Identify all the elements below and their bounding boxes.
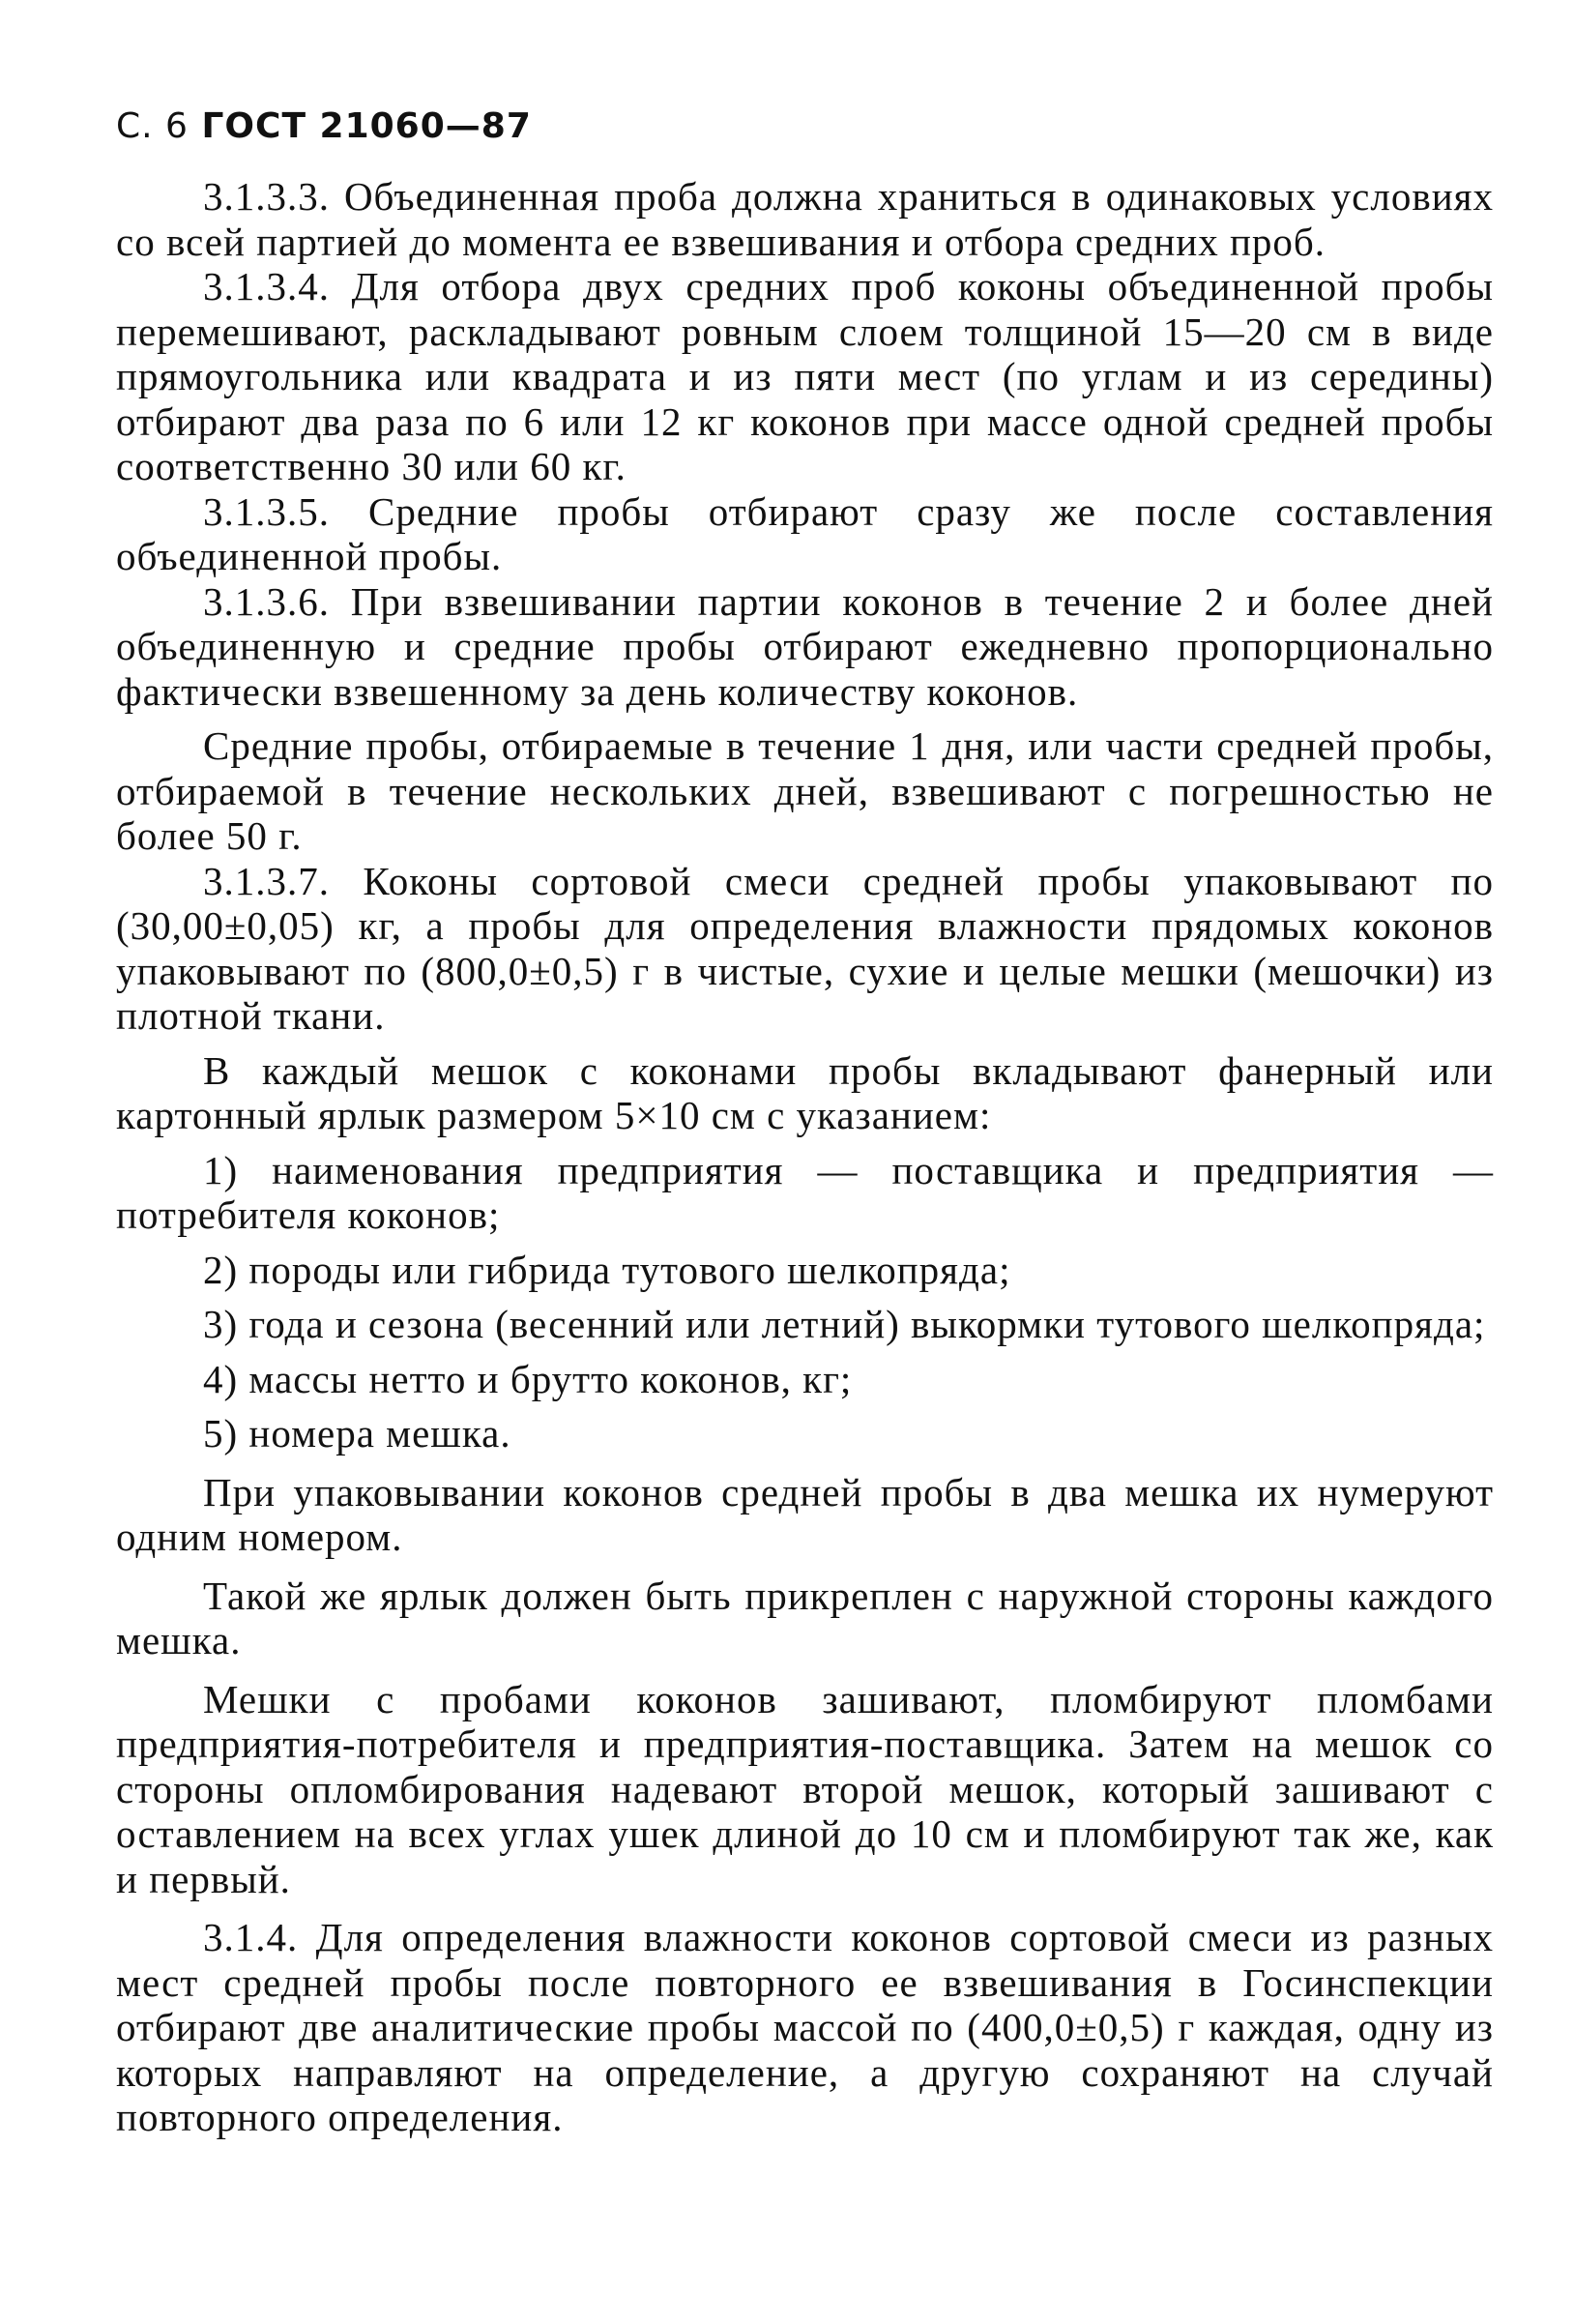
paragraph-outer-label: Такой же ярлык должен быть прикреплен с наружной стороны каждого мешка. <box>116 1573 1494 1662</box>
paragraph-3-1-3-3: 3.1.3.3. Объединенная проба должна храниться в одинаковых условиях со всей партией до момента ее взвешивания и отбора средних проб. <box>116 174 1494 264</box>
paragraph-3-1-4: 3.1.4. Для определения влажности коконов сортовой смеси из разных мест средней пробы после повторного ее взвешивания в Госинспекции отбирают две аналитические пробы массой по (400,0±0,5) г каждая, одну из которых направляют на определение, а другую сохраняют на случай повторного определения. <box>116 1915 1494 2139</box>
paragraph-label-intro: В каждый мешок с коконами пробы вкладывают фанерный или картонный ярлык размером 5×10 см с указанием: <box>116 1047 1494 1137</box>
paragraph-two-bags: При упаковывании коконов средней пробы в два мешка их нумеруют одним номером. <box>116 1469 1494 1559</box>
paragraph-weighing-accuracy: Средние пробы, отбираемые в течение 1 дня, или части средней пробы, отбираемой в течение нескольких дней, взвешивают с погрешностью не более 50 г. <box>116 723 1494 858</box>
list-item: 4) массы нетто и брутто коконов, кг; <box>203 1356 853 1401</box>
list-item: 5) номера мешка. <box>203 1411 511 1456</box>
page-header <box>116 106 532 146</box>
list-item: 2) породы или гибрида тутового шелкопряда; <box>203 1247 1011 1292</box>
paragraph-3-1-3-5: 3.1.3.5. Средние пробы отбирают сразу же после составления объединенной пробы. <box>116 488 1494 578</box>
list-item: 3) года и сезона (весенний или летний) выкормки тутового шелкопряда; <box>203 1302 1486 1346</box>
list-item: 1) наименования предприятия — поставщика и предприятия — потребителя коконов; <box>116 1147 1494 1237</box>
paragraph-3-1-3-7: 3.1.3.7. Коконы сортовой смеси средней пробы упаковывают по (30,00±0,05) кг, а пробы для определения влажности прядомых коконов упаковывают по (800,0±0,5) г в чистые, сухие и целые мешки (мешочки) из плотной ткани. <box>116 858 1494 1038</box>
paragraph-3-1-3-4: 3.1.3.4. Для отбора двух средних проб коконы объединенной пробы перемешивают, раскладывают ровным слоем толщиной 15—20 см в виде прямоугольника или квадрата и из пяти мест (по углам и из середины) отбирают два раза по 6 или 12 кг коконов при массе одной средней пробы соответственно 30 или 60 кг. <box>116 264 1494 488</box>
paragraph-sealing: Мешки с пробами коконов зашивают, пломбируют пломбами предприятия-потребителя и предприятия-поставщика. Затем на мешок со стороны опломбирования надевают второй мешок, который зашивают с оставлением на всех углах ушек длиной до 10 см и пломбируют так же, как и первый. <box>116 1676 1494 1901</box>
standard-title: ГОСТ 21060—87 <box>201 106 532 146</box>
body-text <box>116 174 1494 2140</box>
paragraph-3-1-3-6: 3.1.3.6. При взвешивании партии коконов в течение 2 и более дней объединенную и средние пробы отбирают ежедневно пропорционально фактически взвешенному за день количеству коконов. <box>116 578 1494 714</box>
page-number: С. 6 <box>116 106 189 146</box>
